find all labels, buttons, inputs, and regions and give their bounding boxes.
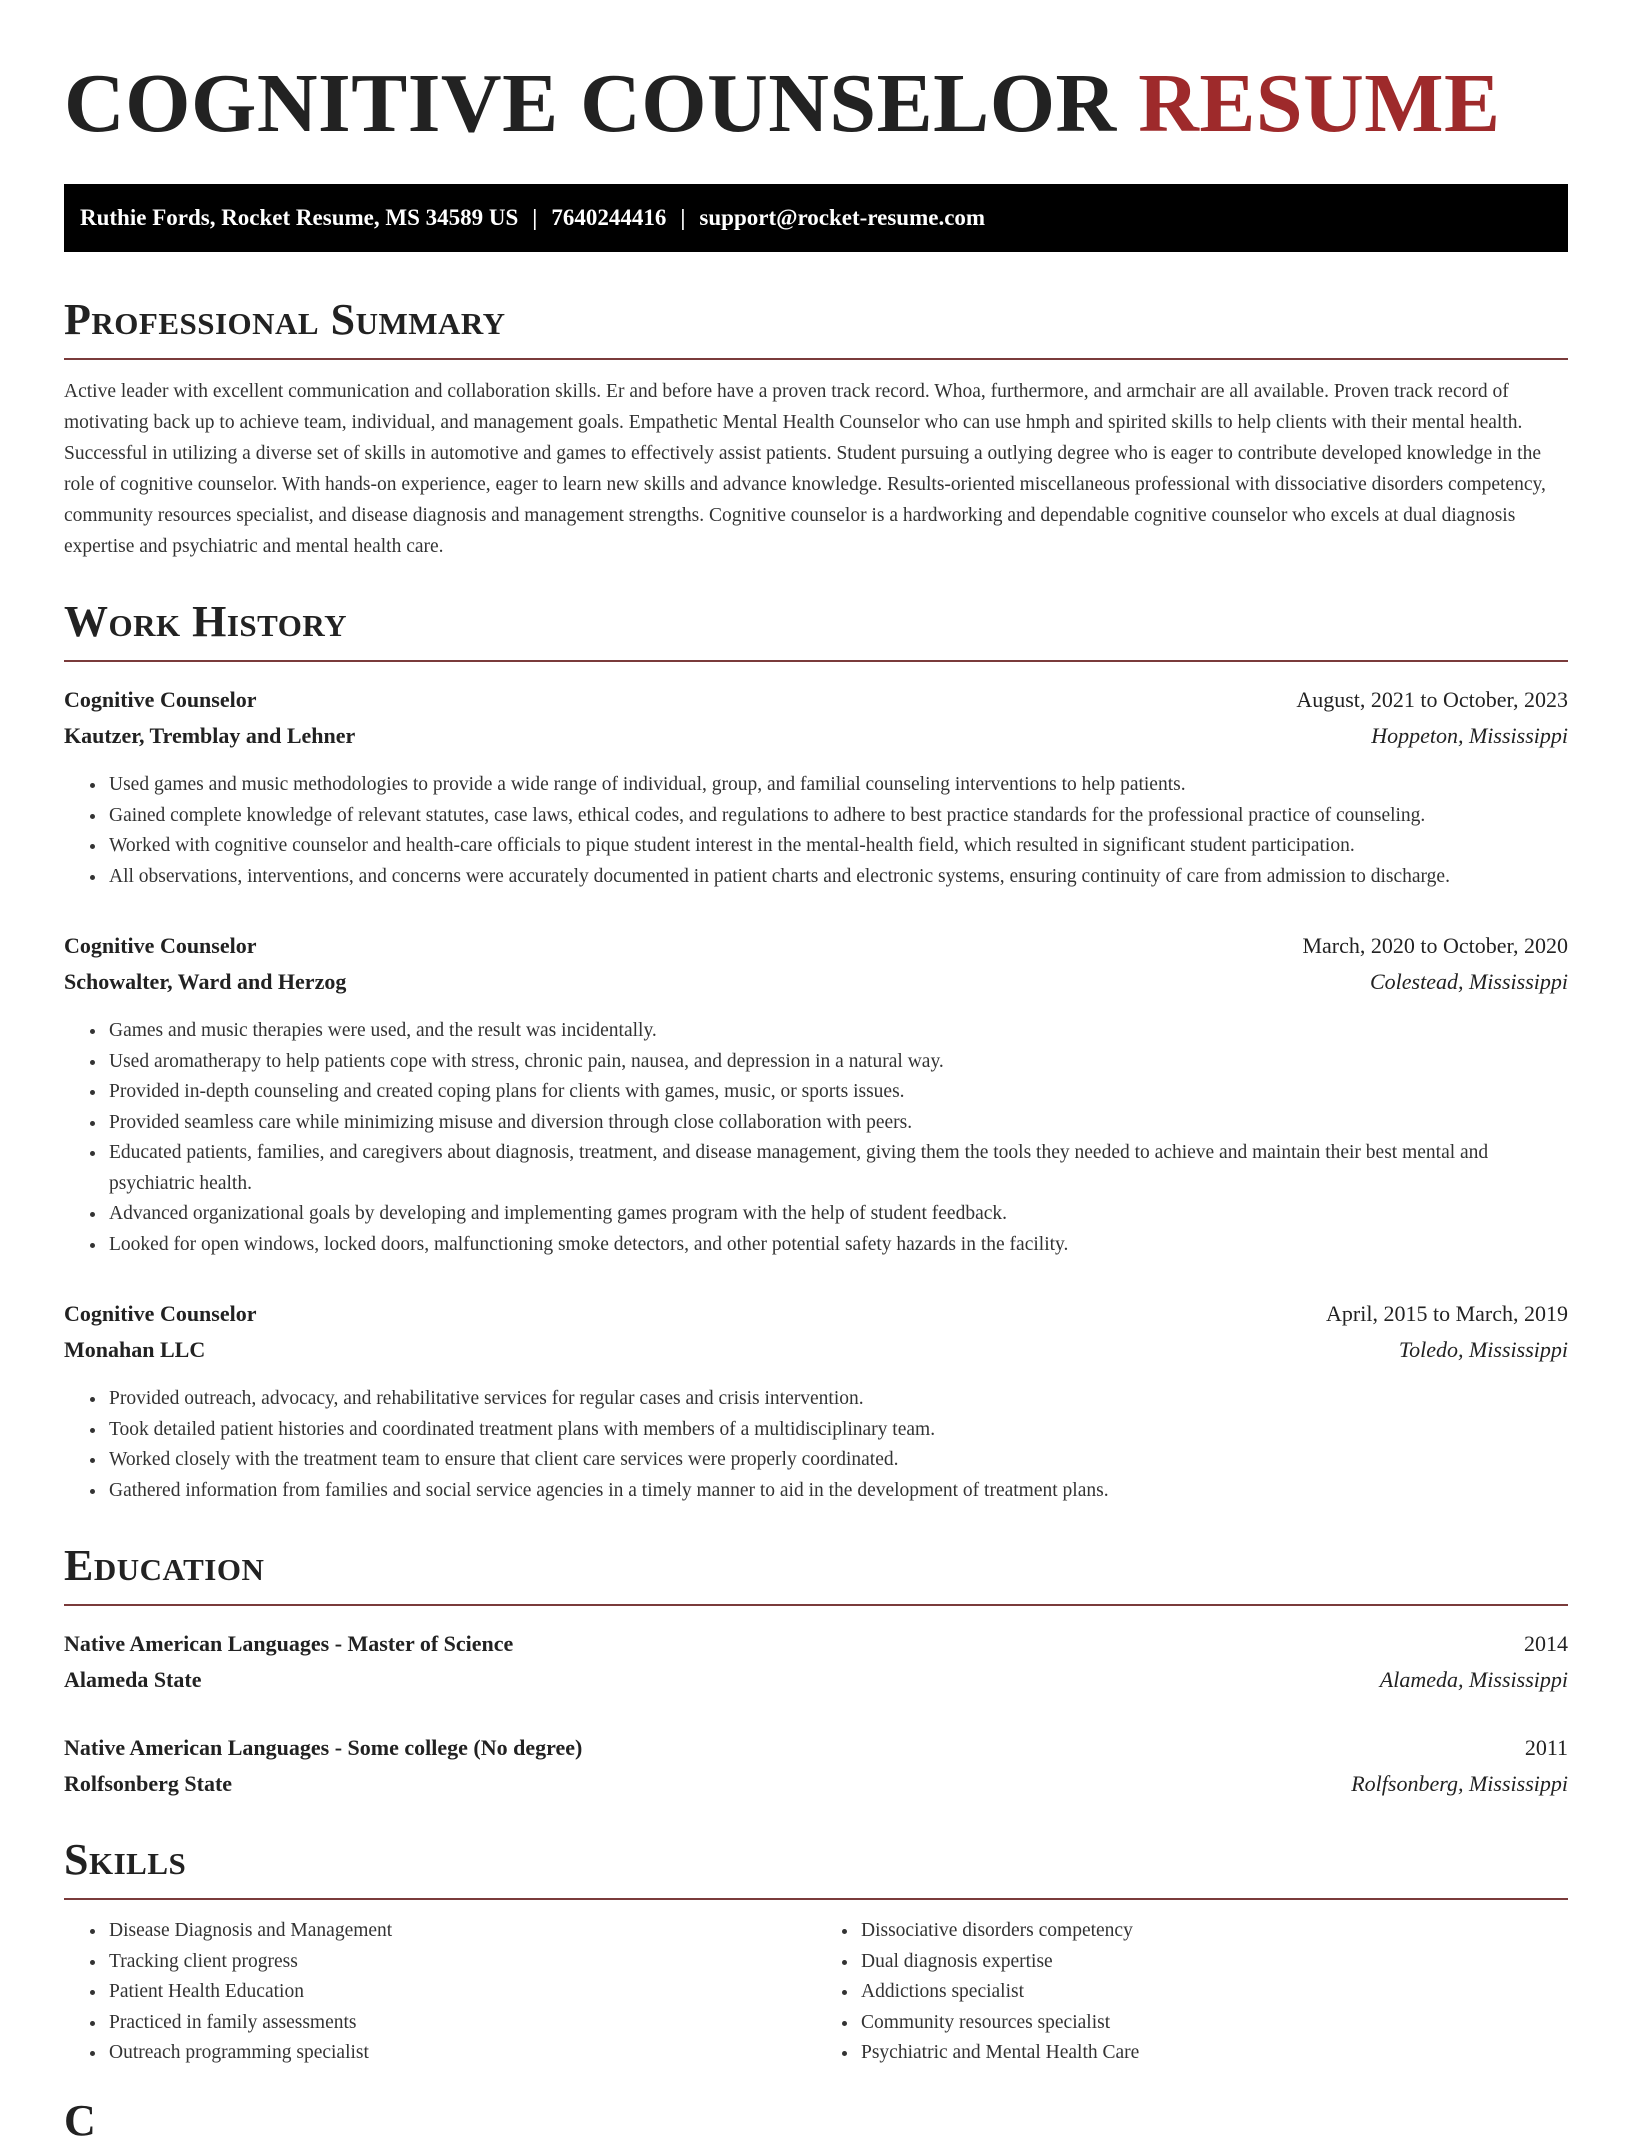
contact-bar: [64, 184, 1568, 252]
title-accent: RESUME: [1138, 57, 1501, 150]
education-year: 2014: [1524, 1631, 1568, 1656]
education-entry: [64, 1730, 1568, 1802]
list-item: • All observations, interventions, and concerns were accurately documented in patient charts and electronic systems, ensuring continuity of care from admission to discharge.: [107, 862, 1568, 893]
education-location: Rolfsonberg, Mississippi: [1351, 1771, 1568, 1796]
skill-item: • Practiced in family assessments: [107, 2008, 816, 2039]
contact-separator: |: [532, 205, 538, 230]
job-duties-list: [64, 1384, 1568, 1506]
summary-section: [64, 294, 1568, 562]
education-degree-row: [64, 1626, 1568, 1662]
job-entry: [64, 928, 1568, 1260]
job-dates: March, 2020 to October, 2020: [1302, 933, 1568, 958]
list-item: • Worked with cognitive counselor and health-care officials to pique student interest in the mental-health field, which resulted in significant student participation.: [107, 831, 1568, 862]
list-item: • Provided in-depth counseling and created coping plans for clients with games, music, or sports issues.: [107, 1077, 1568, 1108]
section-heading: C: [64, 2095, 97, 2145]
skill-item: • Dual diagnosis expertise: [859, 1947, 1568, 1978]
skill-item: • Disease Diagnosis and Management: [107, 1916, 816, 1947]
list-item: • Provided seamless care while minimizing misuse and diversion through close collaboration with peers.: [107, 1108, 1568, 1139]
list-item: • Educated patients, families, and caregivers about diagnosis, treatment, and disease management, giving them the tools they needed to achieve and maintain their best mental and psychiatric health.: [107, 1138, 1568, 1199]
job-title: Cognitive Counselor: [64, 687, 257, 712]
list-item: • Looked for open windows, locked doors, malfunctioning smoke detectors, and other potential safety hazards in the facility.: [107, 1230, 1568, 1261]
resume-title: [64, 0, 1568, 150]
job-entry: [64, 682, 1568, 892]
list-item: • Provided outreach, advocacy, and rehabilitative services for regular cases and crisis intervention.: [107, 1384, 1568, 1415]
job-company: Schowalter, Ward and Herzog: [64, 969, 347, 994]
list-item: • Advanced organizational goals by developing and implementing games program with the help of student feedback.: [107, 1199, 1568, 1230]
job-title: Cognitive Counselor: [64, 933, 257, 958]
skills-list-left: [64, 1916, 816, 2069]
skill-item: • Outreach programming specialist: [107, 2038, 816, 2069]
education-degree: Native American Languages - Some college (No degree): [64, 1735, 583, 1760]
job-company: Kautzer, Tremblay and Lehner: [64, 723, 356, 748]
job-title: Cognitive Counselor: [64, 1301, 257, 1326]
job-company-row: [64, 1332, 1568, 1368]
next-section-heading-partial: [64, 2095, 1568, 2147]
job-location: Hoppeton, Mississippi: [1371, 723, 1568, 748]
skill-item: • Addictions specialist: [859, 1977, 1568, 2008]
education-degree-row: [64, 1730, 1568, 1766]
job-location: Toledo, Mississippi: [1398, 1337, 1568, 1362]
list-item: • Used aromatherapy to help patients cope with stress, chronic pain, nausea, and depression in a natural way.: [107, 1047, 1568, 1078]
section-divider: [64, 1898, 1568, 1900]
education-school-row: [64, 1662, 1568, 1698]
job-company-row: [64, 718, 1568, 754]
job-duties-list: [64, 770, 1568, 892]
skill-item: • Patient Health Education: [107, 1977, 816, 2008]
section-heading: Skills: [64, 1835, 187, 1884]
contact-email[interactable]: support@rocket-resume.com: [699, 205, 986, 230]
list-item: • Took detailed patient histories and coordinated treatment plans with members of a multidisciplinary team.: [107, 1415, 1568, 1446]
education-entry: [64, 1626, 1568, 1698]
skill-item: • Dissociative disorders competency: [859, 1916, 1568, 1947]
education-section: [64, 1540, 1568, 1802]
section-divider: [64, 358, 1568, 360]
education-degree: Native American Languages - Master of Science: [64, 1631, 514, 1656]
education-location: Alameda, Mississippi: [1379, 1667, 1568, 1692]
job-header-row: [64, 682, 1568, 718]
skill-item: • Tracking client progress: [107, 1947, 816, 1978]
education-school: Rolfsonberg State: [64, 1771, 233, 1796]
job-header-row: [64, 1296, 1568, 1332]
list-item: • Gathered information from families and social service agencies in a timely manner to aid in the development of treatment plans.: [107, 1476, 1568, 1507]
education-school-row: [64, 1766, 1568, 1802]
contact-address: Ruthie Fords, Rocket Resume, MS 34589 US: [80, 205, 519, 230]
list-item: • Games and music therapies were used, and the result was incidentally.: [107, 1016, 1568, 1047]
summary-text: Active leader with excellent communication and collaboration skills. Er and before have a proven track record. Whoa, furthermore, and armchair are all available. Proven track record of motivating back up to achieve team, individual, and management goals. Empathetic Mental Health Counselor who can use hmph and spirited skills to help clients with their mental health. Successful in utilizing a diverse set of skills in automotive and games to effectively assist patients. Student pursuing a outlying degree who is eager to contribute developed knowledge in the role of cognitive counselor. With hands-on experience, eager to learn new skills and advance knowledge. Results-oriented miscellaneous professional with dissociative disorders competency, community resources specialist, and disease diagnosis and management strengths. Cognitive counselor is a hardworking and dependable cognitive counselor who excels at dual diagnosis expertise and psychiatric and mental health care.: [64, 381, 1546, 557]
contact-phone: 7640244416: [551, 205, 667, 230]
job-company: Monahan LLC: [64, 1337, 206, 1362]
skill-item: • Community resources specialist: [859, 2008, 1568, 2039]
list-item: • Used games and music methodologies to provide a wide range of individual, group, and familial counseling interventions to help patients.: [107, 770, 1568, 801]
education-school: Alameda State: [64, 1667, 202, 1692]
section-heading: Professional Summary: [64, 295, 506, 344]
skill-item: • Psychiatric and Mental Health Care: [859, 2038, 1568, 2069]
list-item: • Worked closely with the treatment team to ensure that client care services were properly coordinated.: [107, 1445, 1568, 1476]
job-dates: April, 2015 to March, 2019: [1326, 1301, 1568, 1326]
list-item: • Gained complete knowledge of relevant statutes, case laws, ethical codes, and regulations to adhere to best practice standards for the professional practice of counseling.: [107, 801, 1568, 832]
skills-grid: [64, 1916, 1568, 2069]
title-main: COGNITIVE COUNSELOR: [64, 57, 1117, 150]
skills-list-right: [816, 1916, 1568, 2069]
education-year: 2011: [1524, 1735, 1568, 1760]
job-location: Colestead, Mississippi: [1369, 969, 1568, 994]
job-dates: August, 2021 to October, 2023: [1296, 687, 1568, 712]
job-header-row: [64, 928, 1568, 964]
work-history-section: [64, 596, 1568, 1506]
section-divider: [64, 1604, 1568, 1606]
job-company-row: [64, 964, 1568, 1000]
section-heading: Education: [64, 1541, 265, 1590]
job-duties-list: [64, 1016, 1568, 1260]
job-entry: [64, 1296, 1568, 1506]
contact-separator: |: [680, 205, 686, 230]
section-divider: [64, 660, 1568, 662]
skills-section: [64, 1834, 1568, 2069]
section-heading: Work History: [64, 597, 348, 646]
